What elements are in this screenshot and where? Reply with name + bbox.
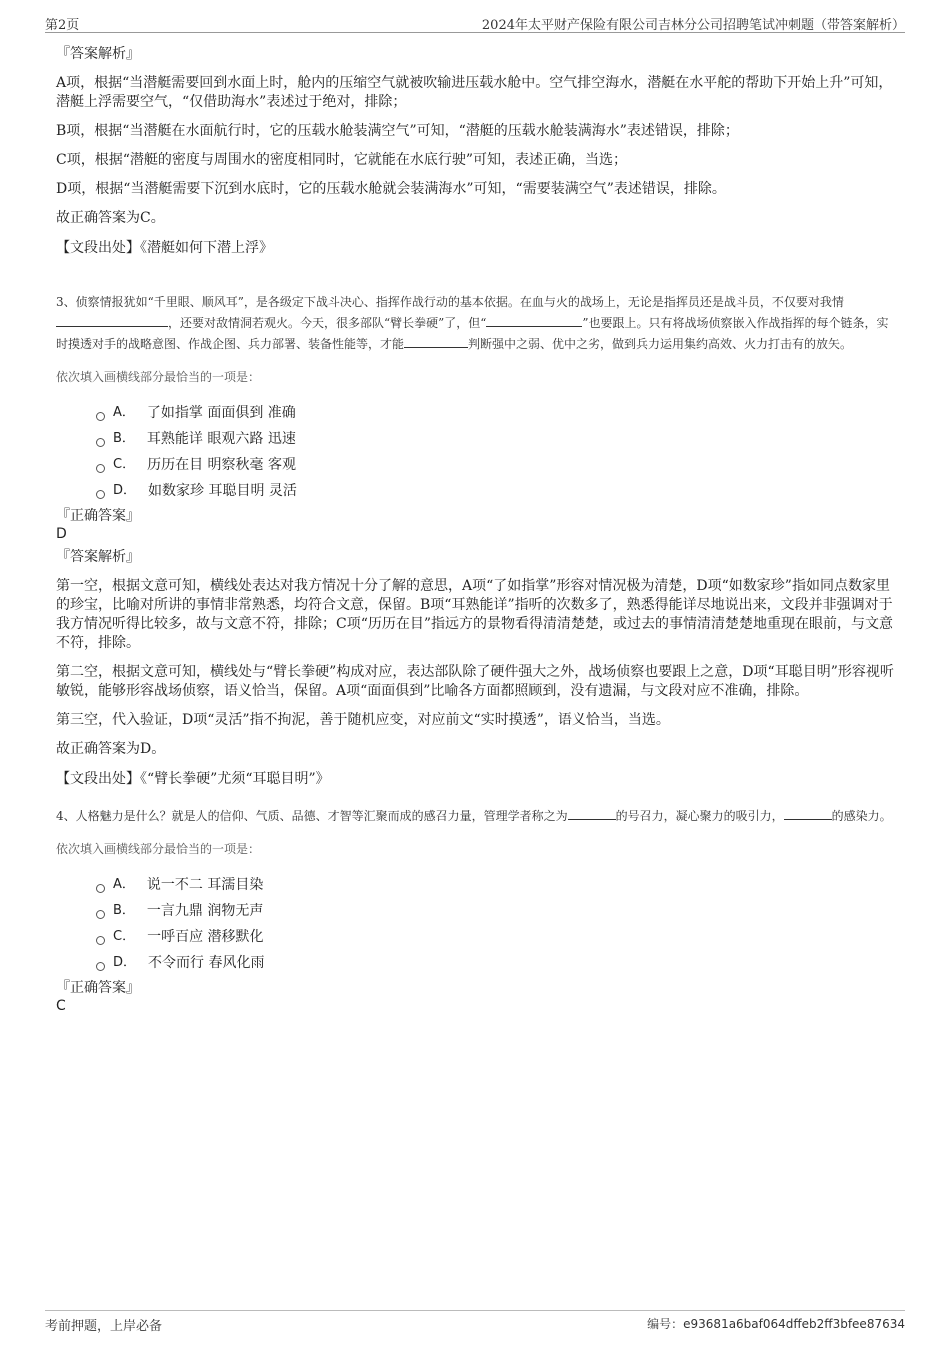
page-header	[45, 12, 905, 33]
q2-conclusion: 故正确答案为C。	[56, 210, 165, 226]
q3-correct-answer: D	[56, 526, 67, 542]
q2-analysis-d: D项，根据“当潜艇需要下沉到水底时，它的压载水舱就会装满海水”可知，“需要装满空气”表述错误，排除。	[56, 181, 726, 197]
q3-option-a[interactable]: A． 了如指掌 面面俱到 准确	[96, 403, 894, 423]
q3-option-d[interactable]: D． 如数家珍 耳聪目明 灵活	[96, 481, 894, 501]
q2-analysis-c: C项，根据“潜艇的密度与周围水的密度相同时，它就能在水底行驶”可知，表述正确，当选；	[56, 152, 628, 168]
page-number: 第2页	[45, 18, 80, 33]
q3-blank-1	[56, 312, 168, 327]
q2-analysis-a: A项，根据“当潜艇需要回到水面上时，舱内的压缩空气就被吹输进压载水舱中。空气排空海水，潜艇在水平舵的帮助下开始上升”可知，潜艇上浮需要空气，“仅借助海水”表述过于绝对，排除；	[56, 75, 893, 110]
radio-icon[interactable]	[96, 884, 105, 893]
radio-icon[interactable]	[96, 412, 105, 421]
q3-options	[96, 403, 894, 501]
q4-blank-2	[784, 805, 832, 820]
q2-source: 【文段出处】《潜艇如何下潜上浮》	[56, 240, 273, 256]
q4-option-a[interactable]: A． 说一不二 耳濡目染	[96, 875, 894, 895]
q3-source: 【文段出处】《“臂长拳硬”尤须“耳聪目明”》	[56, 771, 330, 787]
q3-prompt: 依次填入画横线部分最恰当的一项是：	[56, 370, 261, 384]
q4-correct-answer: C	[56, 998, 66, 1014]
q3-blank-3	[404, 333, 468, 348]
q3-option-c[interactable]: C． 历历在目 明察秋毫 客观	[96, 455, 894, 475]
q4-blank-1	[568, 805, 616, 820]
radio-icon[interactable]	[96, 910, 105, 919]
footer-slogan: 考前押题，上岸必备	[45, 1319, 163, 1334]
q4-option-d[interactable]: D． 不令而行 春风化雨	[96, 953, 894, 973]
radio-icon[interactable]	[96, 936, 105, 945]
q3-analysis-label: 『答案解析』	[56, 549, 140, 565]
q3-analysis-2: 第二空，根据文意可知，横线处与“臂长拳硬”构成对应，表达部队除了硬件强大之外，战场侦察也要跟上之意，D项“耳聪目明”形容视听敏锐，能够形容战场侦察，语义恰当，保留。A项“面面俱到”比喻各方面都照顾到，没有遗漏，与文段对应不准确，排除。	[56, 664, 894, 699]
q3-blank-2	[486, 312, 582, 327]
q3-correct-label: 『正确答案』	[56, 508, 140, 524]
page-footer	[45, 1310, 905, 1335]
q4-correct-label: 『正确答案』	[56, 980, 140, 996]
q4-question-text: 4、人格魅力是什么？就是人的信仰、气质、品德、才智等汇聚而成的感召力量，管理学者称之为 的号召力，凝心聚力的吸引力， 的感染力。	[56, 805, 894, 826]
q4-option-c[interactable]: C． 一呼百应 潜移默化	[96, 927, 894, 947]
document-body	[56, 44, 894, 1019]
document-id: 编号：e93681a6baf064dffeb2ff3bfee87634	[647, 1317, 905, 1331]
document-title: 2024年太平财产保险有限公司吉林分公司招聘笔试冲刺题（带答案解析）	[481, 18, 905, 33]
q2-analysis-b: B项，根据“当潜艇在水面航行时，它的压载水舱装满空气”可知，“潜艇的压载水舱装满海水”表述错误，排除；	[56, 123, 739, 139]
radio-icon[interactable]	[96, 438, 105, 447]
q3-analysis-1: 第一空，根据文意可知，横线处表达对我方情况十分了解的意思，A项“了如指掌”形容对情况极为清楚，D项“如数家珍”指如同点数家里的珍宝，比喻对所讲的事情非常熟悉，均符合文意，保留。B项“耳熟能详”指听的次数多了，熟悉得能详尽地说出来，文段并非强调对于我方情况听得比较多，故与文意不符，排除；C项“历历在目”指远方的景物看得清清楚楚，或过去的事情清清楚楚地重现在眼前，与文意不符，排除。	[56, 578, 894, 651]
q3-question-text: 3、侦察情报犹如“千里眼、顺风耳”，是各级定下战斗决心、指挥作战行动的基本依据。在血与火的战场上，无论是指挥员还是战斗员，不仅要对我情，还要对敌情洞若观火。今天，很多部队“臂长拳硬”了，但“ ”也要跟上。只有将战场侦察嵌入作战指挥的每个链条，实时摸透对手的战略意图、作战企图、兵力部署、装备性能等，才能 判断强中之弱、优中之劣，做到兵力运用集约高效、火力打击有的放矢。	[56, 295, 889, 351]
q4-option-b[interactable]: B． 一言九鼎 润物无声	[96, 901, 894, 921]
q2-analysis-label: 『答案解析』	[56, 46, 140, 62]
q3-option-b[interactable]: B． 耳熟能详 眼观六路 迅速	[96, 429, 894, 449]
radio-icon[interactable]	[96, 464, 105, 473]
q3-conclusion: 故正确答案为D。	[56, 741, 166, 757]
radio-icon[interactable]	[96, 962, 105, 971]
q4-prompt: 依次填入画横线部分最恰当的一项是：	[56, 842, 261, 856]
q4-options	[96, 875, 894, 973]
radio-icon[interactable]	[96, 490, 105, 499]
q3-analysis-3: 第三空，代入验证，D项“灵活”指不拘泥，善于随机应变，对应前文“实时摸透”，语义恰当，当选。	[56, 712, 670, 728]
